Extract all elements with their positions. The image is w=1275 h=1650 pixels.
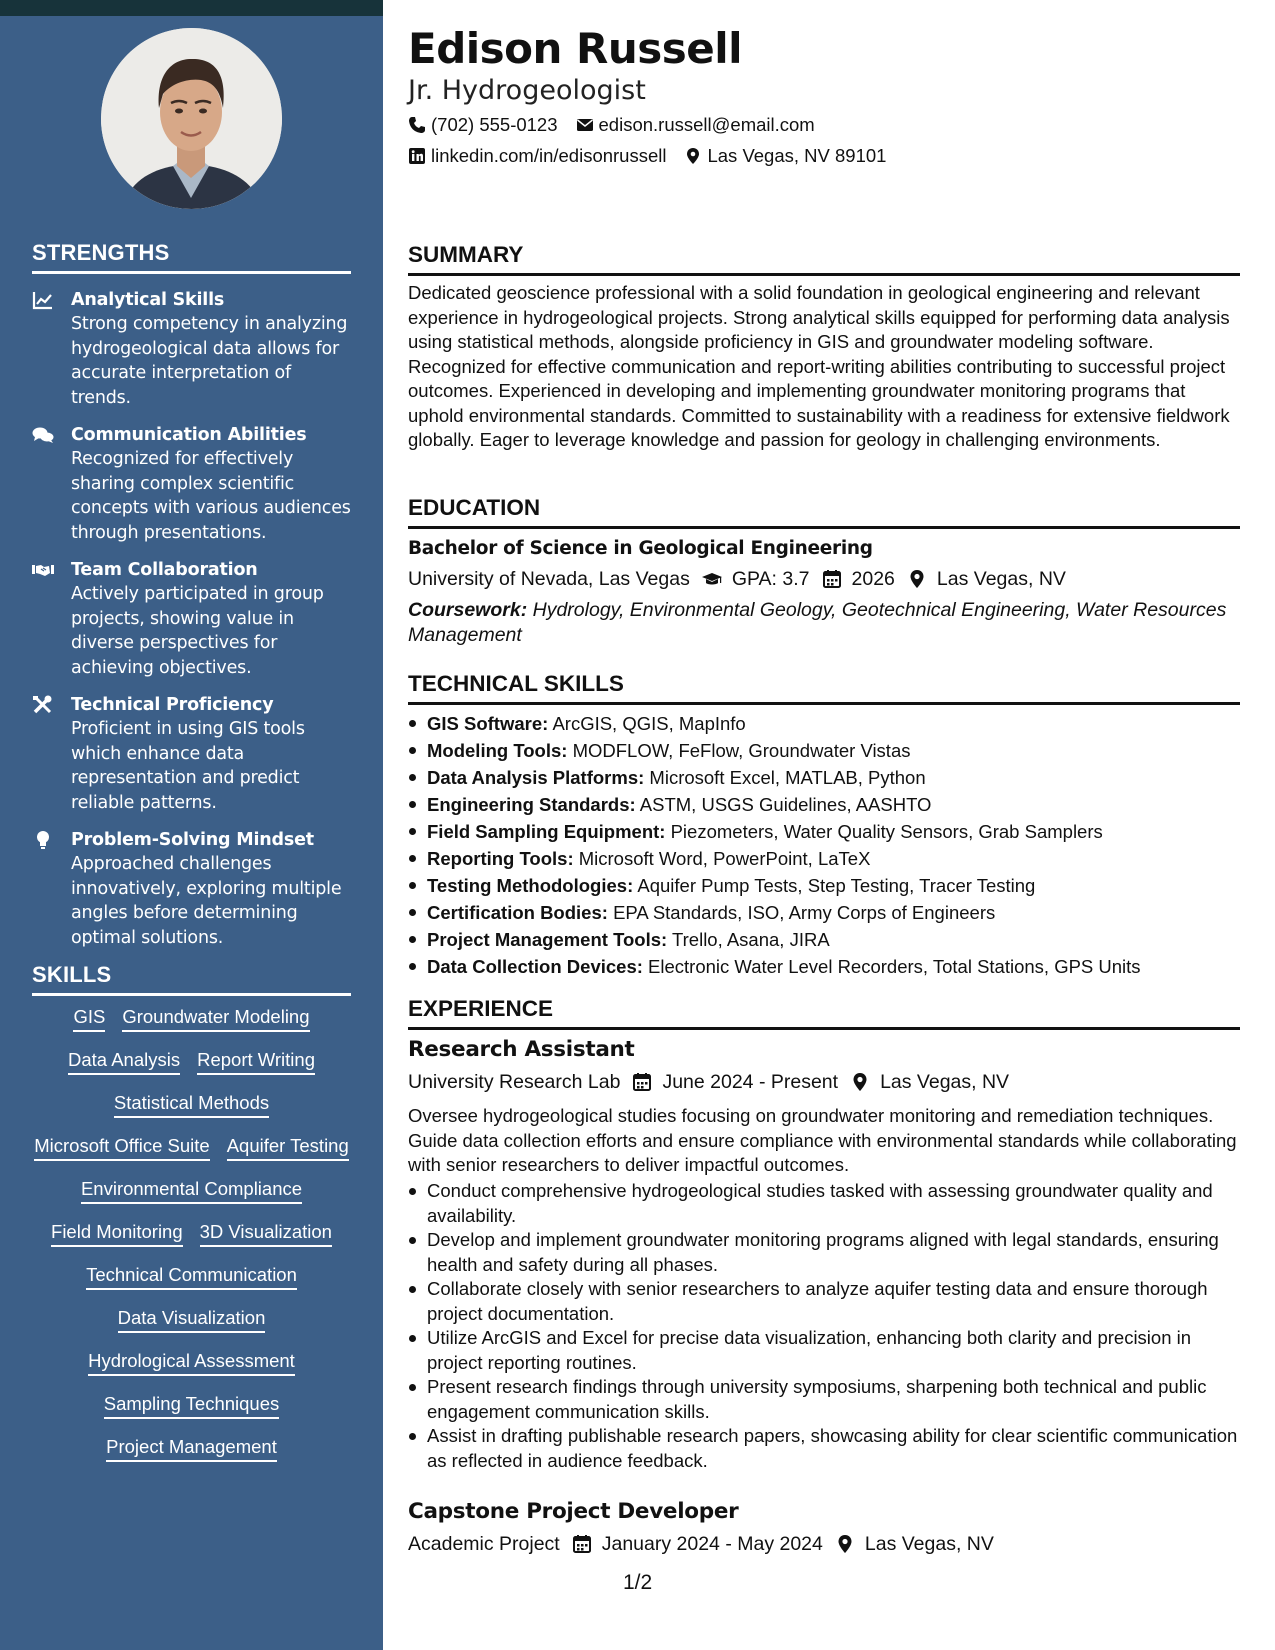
job-organization: Academic Project: [408, 1533, 560, 1555]
job-location: Las Vegas, NV: [864, 1533, 994, 1555]
contact-row: [408, 144, 904, 168]
candidate-title: Jr. Hydrogeologist: [408, 75, 646, 106]
strength-item: [32, 558, 352, 680]
strength-description: Proficient in using GIS tools which enhance data representation and predict reliable patterns.: [71, 719, 305, 813]
list-item: [408, 899, 1240, 926]
skills-heading: SKILLS: [32, 962, 351, 996]
technical-skills-heading: TECHNICAL SKILLS: [408, 670, 1240, 705]
skill-tag: Sampling Techniques: [104, 1392, 280, 1419]
skill-tag: 3D Visualization: [200, 1220, 332, 1247]
page-number: 1/2: [623, 1571, 653, 1594]
job-bullets: [408, 1179, 1240, 1473]
tech-skill-value: ArcGIS, QGIS, MapInfo: [552, 713, 746, 734]
map-marker-icon: [835, 1534, 855, 1554]
strengths-heading: STRENGTHS: [32, 240, 351, 274]
list-item: [408, 737, 1240, 764]
list-item: [408, 872, 1240, 899]
strength-title: Analytical Skills: [71, 290, 225, 310]
list-item: Assist in drafting publishable research papers, showcasing ability for clear scientific communication as reflected in audience feedback.: [408, 1424, 1240, 1473]
education-coursework: [408, 598, 1240, 647]
education-school: University of Nevada, Las Vegas: [408, 568, 690, 590]
candidate-name: Edison Russell: [408, 24, 743, 73]
tech-skill-value: Trello, Asana, JIRA: [672, 929, 830, 950]
location-text: Las Vegas, NV 89101: [707, 145, 887, 166]
tech-skill-label: Project Management Tools:: [427, 929, 668, 950]
skill-tag: Project Management: [106, 1435, 277, 1462]
calendar-icon: [572, 1534, 592, 1554]
contact-email[interactable]: [576, 113, 815, 137]
skills-list: [32, 1005, 351, 1462]
tech-skill-label: Modeling Tools:: [427, 740, 568, 761]
list-item: Collaborate closely with senior researchers to analyze aquifer testing data and ensure thorough project documentation.: [408, 1277, 1240, 1326]
education-degree: Bachelor of Science in Geological Engineering: [408, 538, 873, 559]
sidebar-top-bar: [0, 0, 383, 16]
map-marker-icon: [850, 1072, 870, 1092]
tools-icon: [32, 695, 54, 715]
sidebar: [0, 0, 383, 1650]
list-item: [408, 818, 1240, 845]
coursework-text: Hydrology, Environmental Geology, Geotechnical Engineering, Water Resources Management: [408, 599, 1227, 646]
calendar-icon: [632, 1072, 652, 1092]
strength-description: Strong competency in analyzing hydrogeological data allows for accurate interpretation of trends.: [71, 314, 348, 408]
tech-skill-value: Aquifer Pump Tests, Step Testing, Tracer Testing: [637, 875, 1036, 896]
job-dates: January 2024 - May 2024: [601, 1533, 823, 1555]
skill-tag: Data Visualization: [118, 1306, 266, 1333]
skill-tag: Environmental Compliance: [81, 1177, 302, 1204]
calendar-icon: [822, 569, 842, 589]
map-marker-icon: [907, 569, 927, 589]
job-organization: University Research Lab: [408, 1071, 621, 1093]
strength-title: Team Collaboration: [71, 560, 258, 580]
skill-tag: Hydrological Assessment: [88, 1349, 295, 1376]
skill-tag: Technical Communication: [86, 1263, 297, 1290]
education-gpa: GPA: 3.7: [731, 568, 810, 590]
tech-skill-value: Piezometers, Water Quality Sensors, Grab Samplers: [670, 821, 1103, 842]
job-location: Las Vegas, NV: [880, 1071, 1010, 1093]
tech-skill-value: Microsoft Word, PowerPoint, LaTeX: [578, 848, 871, 869]
skill-tag: Microsoft Office Suite: [34, 1134, 209, 1161]
strengths-list: [32, 288, 352, 963]
strength-item: [32, 693, 352, 815]
chart-line-icon: [32, 290, 54, 310]
tech-skill-label: Testing Methodologies:: [427, 875, 634, 896]
tech-skill-label: Field Sampling Equipment:: [427, 821, 666, 842]
skill-tag: Groundwater Modeling: [122, 1005, 309, 1032]
job-meta: [408, 1069, 1021, 1095]
strength-item: [32, 288, 352, 410]
tech-skill-label: Data Collection Devices:: [427, 956, 643, 977]
education-heading: EDUCATION: [408, 494, 1240, 529]
strength-title: Communication Abilities: [71, 425, 307, 445]
list-item: [408, 764, 1240, 791]
tech-skill-value: ASTM, USGS Guidelines, AASHTO: [639, 794, 932, 815]
tech-skill-label: Reporting Tools:: [427, 848, 574, 869]
education-location: Las Vegas, NV: [936, 568, 1066, 590]
skill-tag: Statistical Methods: [114, 1091, 269, 1118]
list-item: [408, 926, 1240, 953]
strength-description: Recognized for effectively sharing complex scientific concepts with various audiences through presentations.: [71, 449, 351, 543]
job-title: Capstone Project Developer: [408, 1499, 739, 1524]
list-item: Utilize ArcGIS and Excel for precise data visualization, enhancing both clarity and precision in project reporting routines.: [408, 1326, 1240, 1375]
list-item: Present research findings through university symposiums, sharpening both technical and public engagement communication skills.: [408, 1375, 1240, 1424]
phone-text: (702) 555-0123: [431, 114, 558, 135]
contact-phone: [408, 113, 558, 137]
list-item: [408, 710, 1240, 737]
graduation-cap-icon: [702, 569, 722, 589]
map-marker-icon: [684, 147, 702, 165]
summary-text: Dedicated geoscience professional with a solid foundation in geological engineering and relevant experience in hydrogeological projects. Strong analytical skills equipped for performing data analysis using statistical methods, alongside proficiency in GIS and groundwater modeling software. Recognized for effective communication and report-writing abilities contributing to successful project outcomes. Experienced in developing and implementing groundwater monitoring programs that uphold environmental standards. Committed to sustainability with a readiness for extensive fieldwork globally. Eager to leverage knowledge and passion for geology in challenging environments.: [408, 282, 1230, 450]
profile-photo: [101, 28, 282, 209]
tech-skill-label: Certification Bodies:: [427, 902, 608, 923]
strength-item: [32, 828, 352, 950]
strength-title: Technical Proficiency: [71, 695, 274, 715]
tech-skill-label: Engineering Standards:: [427, 794, 636, 815]
list-item: [408, 845, 1240, 872]
technical-skills-list: [408, 710, 1240, 980]
tech-skill-label: GIS Software:: [427, 713, 549, 734]
list-item: [408, 953, 1240, 980]
job-title: Research Assistant: [408, 1037, 635, 1062]
strength-description: Approached challenges innovatively, exploring multiple angles before determining optimal solutions.: [71, 854, 342, 948]
skill-tag: Field Monitoring: [51, 1220, 183, 1247]
coursework-label: Coursework:: [408, 599, 528, 621]
linkedin-link[interactable]: linkedin.com/in/edisonrussell: [431, 145, 667, 166]
job-dates: June 2024 - Present: [662, 1071, 839, 1093]
linkedin-icon: [408, 147, 426, 165]
tech-skill-value: Microsoft Excel, MATLAB, Python: [649, 767, 926, 788]
strength-item: [32, 423, 352, 545]
skill-tag: GIS: [73, 1005, 105, 1032]
education-meta: [408, 566, 1078, 592]
list-item: Conduct comprehensive hydrogeological studies tasked with assessing groundwater quality and availability.: [408, 1179, 1240, 1228]
experience-heading: EXPERIENCE: [408, 995, 1240, 1030]
list-item: Develop and implement groundwater monitoring programs aligned with legal standards, ensuring health and safety during all phases.: [408, 1228, 1240, 1277]
education-year: 2026: [851, 568, 895, 590]
job-meta: [408, 1531, 1006, 1557]
strength-title: Problem-Solving Mindset: [71, 830, 314, 850]
contact-location: [684, 144, 886, 168]
skill-tag: Data Analysis: [68, 1048, 180, 1075]
strength-description: Actively participated in group projects, showing value in diverse perspectives for achieving objectives.: [71, 584, 324, 678]
tech-skill-label: Data Analysis Platforms:: [427, 767, 645, 788]
contact-row: [408, 113, 833, 137]
handshake-icon: [32, 560, 54, 580]
skill-tag: Aquifer Testing: [227, 1134, 349, 1161]
skill-tag: Report Writing: [197, 1048, 315, 1075]
phone-icon: [408, 116, 426, 134]
summary-heading: SUMMARY: [408, 241, 1240, 276]
comments-icon: [32, 425, 54, 445]
contact-linkedin[interactable]: [408, 144, 666, 168]
tech-skill-value: Electronic Water Level Recorders, Total Stations, GPS Units: [648, 956, 1141, 977]
job-description: Oversee hydrogeological studies focusing on groundwater monitoring and remediation techniques. Guide data collection efforts and ensure compliance with environmental standards while collaborating with senior researchers to deliver impactful outcomes.: [408, 1105, 1237, 1175]
email-link[interactable]: edison.russell@email.com: [598, 114, 815, 135]
lightbulb-icon: [32, 830, 54, 850]
tech-skill-value: EPA Standards, ISO, Army Corps of Engineers: [613, 902, 996, 923]
tech-skill-value: MODFLOW, FeFlow, Groundwater Vistas: [572, 740, 911, 761]
envelope-icon: [576, 116, 594, 134]
avatar: [101, 28, 282, 209]
list-item: [408, 791, 1240, 818]
